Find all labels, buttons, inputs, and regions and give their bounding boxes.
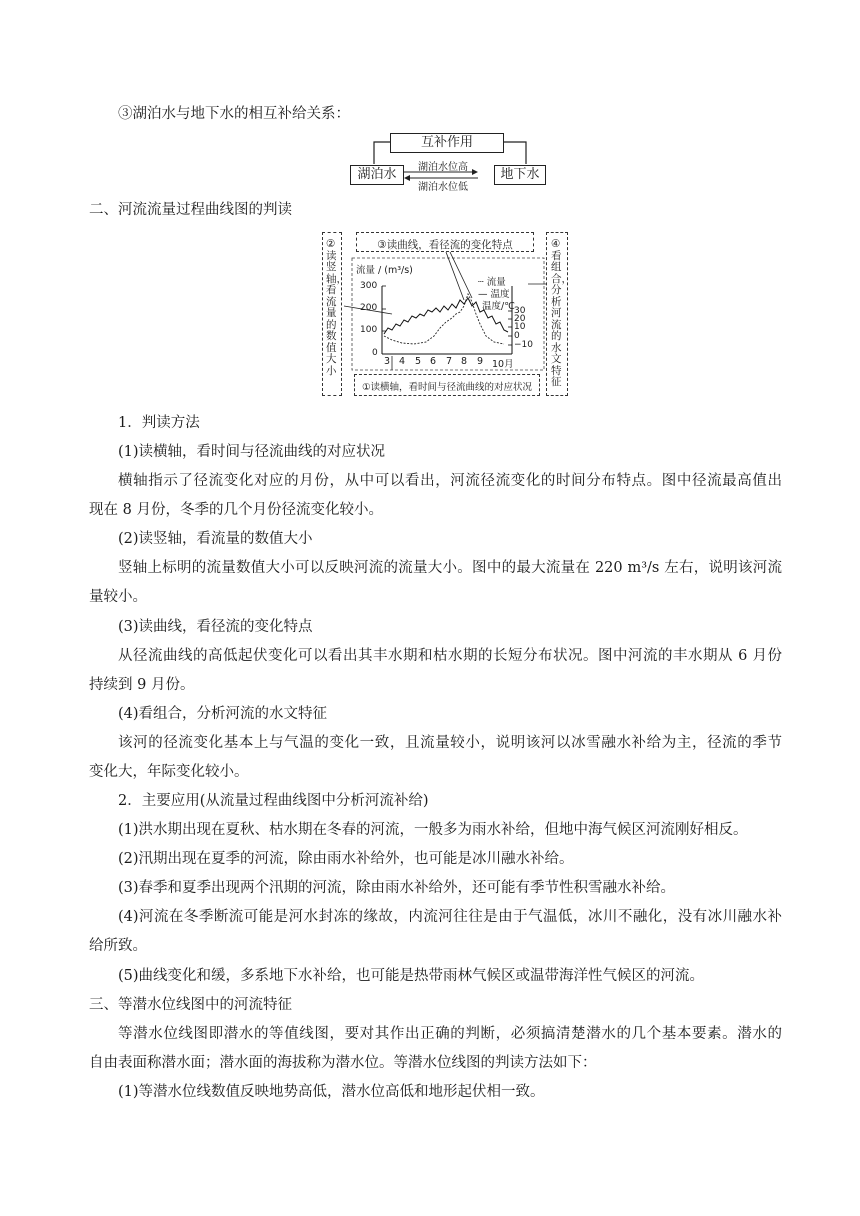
method-title: 1．判读方法 xyxy=(118,415,200,431)
section3-heading: 三、等潜水位线图中的河流特征 xyxy=(89,997,292,1013)
application-item-5: (5)曲线变化和缓，多系地下水补给，也可能是热带雨林气候区或温带海洋性气候区的河流。 xyxy=(118,968,705,984)
application-item-2: (2)汛期出现在夏季的河流，除由雨水补给外，也可能是冰川融水补给。 xyxy=(118,851,574,867)
p3-line2: 持续到 9 月份。 xyxy=(89,677,195,693)
y-right-tick-30: 30 xyxy=(514,306,526,316)
section3-intro-line1: 等潜水位线图即潜水的等值线图，要对其作出正确的判断，必须搞清楚潜水的几个基本要素。潜水的 xyxy=(118,1026,782,1042)
y-left-tick-0: 0 xyxy=(372,348,378,358)
p4-line2: 变化大，年际变化较小。 xyxy=(89,764,249,780)
y-right-axis-label: 温度/℃ xyxy=(482,301,515,312)
x-tick: 4 xyxy=(399,356,406,367)
runoff-curve-figure xyxy=(322,232,570,398)
callout-bottom-text: ①读横轴，看时间与径流曲线的对应状况 xyxy=(361,382,533,393)
p2-line1: 竖轴上标明的流量数值大小可以反映河流的流量大小。图中的最大流量在 220 m³/s 左右，说明该河流 xyxy=(118,560,782,576)
legend-temperature: — 温度 xyxy=(478,289,510,300)
application-item-4-line1: (4)河流在冬季断流可能是河水封冻的缘故，内流河往往是由于气温低，冰川不融化，没有冰川融水补 xyxy=(118,909,782,925)
x-tick: 10月 xyxy=(492,359,514,370)
x-tick: 5 xyxy=(415,356,422,367)
lake-groundwater-diagram xyxy=(346,128,546,193)
application-title: 2．主要应用(从流量过程曲线图中分析河流补给) xyxy=(118,793,429,809)
callout-right-text: ④看组合，分析河流的水文特征 xyxy=(551,238,572,388)
section2-heading: 二、河流流量过程曲线图的判读 xyxy=(89,202,292,218)
y-left-tick-100: 100 xyxy=(360,325,378,335)
x-tick: 7 xyxy=(446,356,453,367)
y-right-ticks xyxy=(508,311,512,345)
y-left-tick-300: 300 xyxy=(360,281,378,291)
x-tick: 6 xyxy=(430,356,437,367)
x-tick: 8 xyxy=(461,356,468,367)
y-right-tick-0: 0 xyxy=(514,331,520,341)
arrow-label-low: 湖泊水位低 xyxy=(418,182,468,193)
section3-intro-line2: 自由表面称潜水面；潜水面的海拔称为潜水位。等潜水位线图的判读方法如下： xyxy=(89,1055,597,1071)
application-item-3: (3)春季和夏季出现两个汛期的河流，除由雨水补给外，还可能有季节性积雪融水补给。 xyxy=(118,880,676,896)
p4-line1: 该河的径流变化基本上与气温的变化一致，且流量较小，说明该河以冰雪融水补给为主，径流的季节 xyxy=(118,735,782,751)
p4-title: (4)看组合，分析河流的水文特征 xyxy=(118,706,328,722)
lake-section-heading: ③湖泊水与地下水的相互补给关系： xyxy=(118,106,350,122)
p2-line2: 量较小。 xyxy=(89,589,147,605)
legend-discharge: ┄ 流量 xyxy=(478,277,506,288)
section3-item-1: (1)等潜水位线数值反映地势高低，潜水位高低和地形起伏相一致。 xyxy=(118,1084,545,1100)
p1-title: (1)读横轴，看时间与径流曲线的对应状况 xyxy=(118,444,386,460)
p2-title: (2)读竖轴，看流量的数值大小 xyxy=(118,531,313,547)
p3-title: (3)读曲线，看径流的变化特点 xyxy=(118,619,313,635)
y-left-axis-label: 流量 / (m³/s) xyxy=(356,265,413,276)
application-item-1: (1)洪水期出现在夏秋、枯水期在冬春的河流，一般多为雨水补给，但地中海气候区河流刚好相反。 xyxy=(118,822,748,838)
lake-water-box: 湖泊水 xyxy=(350,165,404,185)
y-right-tick-20: 20 xyxy=(514,314,526,324)
x-tick: 3 xyxy=(384,356,391,367)
y-left-ticks xyxy=(382,286,386,331)
y-right-tick-minus10: −10 xyxy=(514,340,533,350)
p1-line2: 现在 8 月份，冬季的几个月份径流变化较小。 xyxy=(89,502,383,518)
x-tick: 9 xyxy=(477,356,484,367)
callout-top-text: ③读曲线，看径流的变化特点 xyxy=(377,239,513,251)
groundwater-box: 地下水 xyxy=(494,165,546,185)
y-right-tick-10: 10 xyxy=(514,322,526,332)
p1-line1: 横轴指示了径流变化对应的月份，从中可以看出，河流径流变化的时间分布特点。图中径流最高值出 xyxy=(118,473,782,489)
runoff-chart-svg xyxy=(322,232,570,398)
callout-left-text: ②读竖轴，看流量的数值大小 xyxy=(326,238,347,377)
mutual-effect-box: 互补作用 xyxy=(390,133,504,153)
arrow-label-high: 湖泊水位高 xyxy=(418,162,468,173)
y-left-tick-200: 200 xyxy=(360,303,378,313)
p3-line1: 从径流曲线的高低起伏变化可以看出其丰水期和枯水期的长短分布状况。图中河流的丰水期从 6 月份 xyxy=(118,648,782,664)
application-item-4-line2: 给所致。 xyxy=(89,938,147,954)
